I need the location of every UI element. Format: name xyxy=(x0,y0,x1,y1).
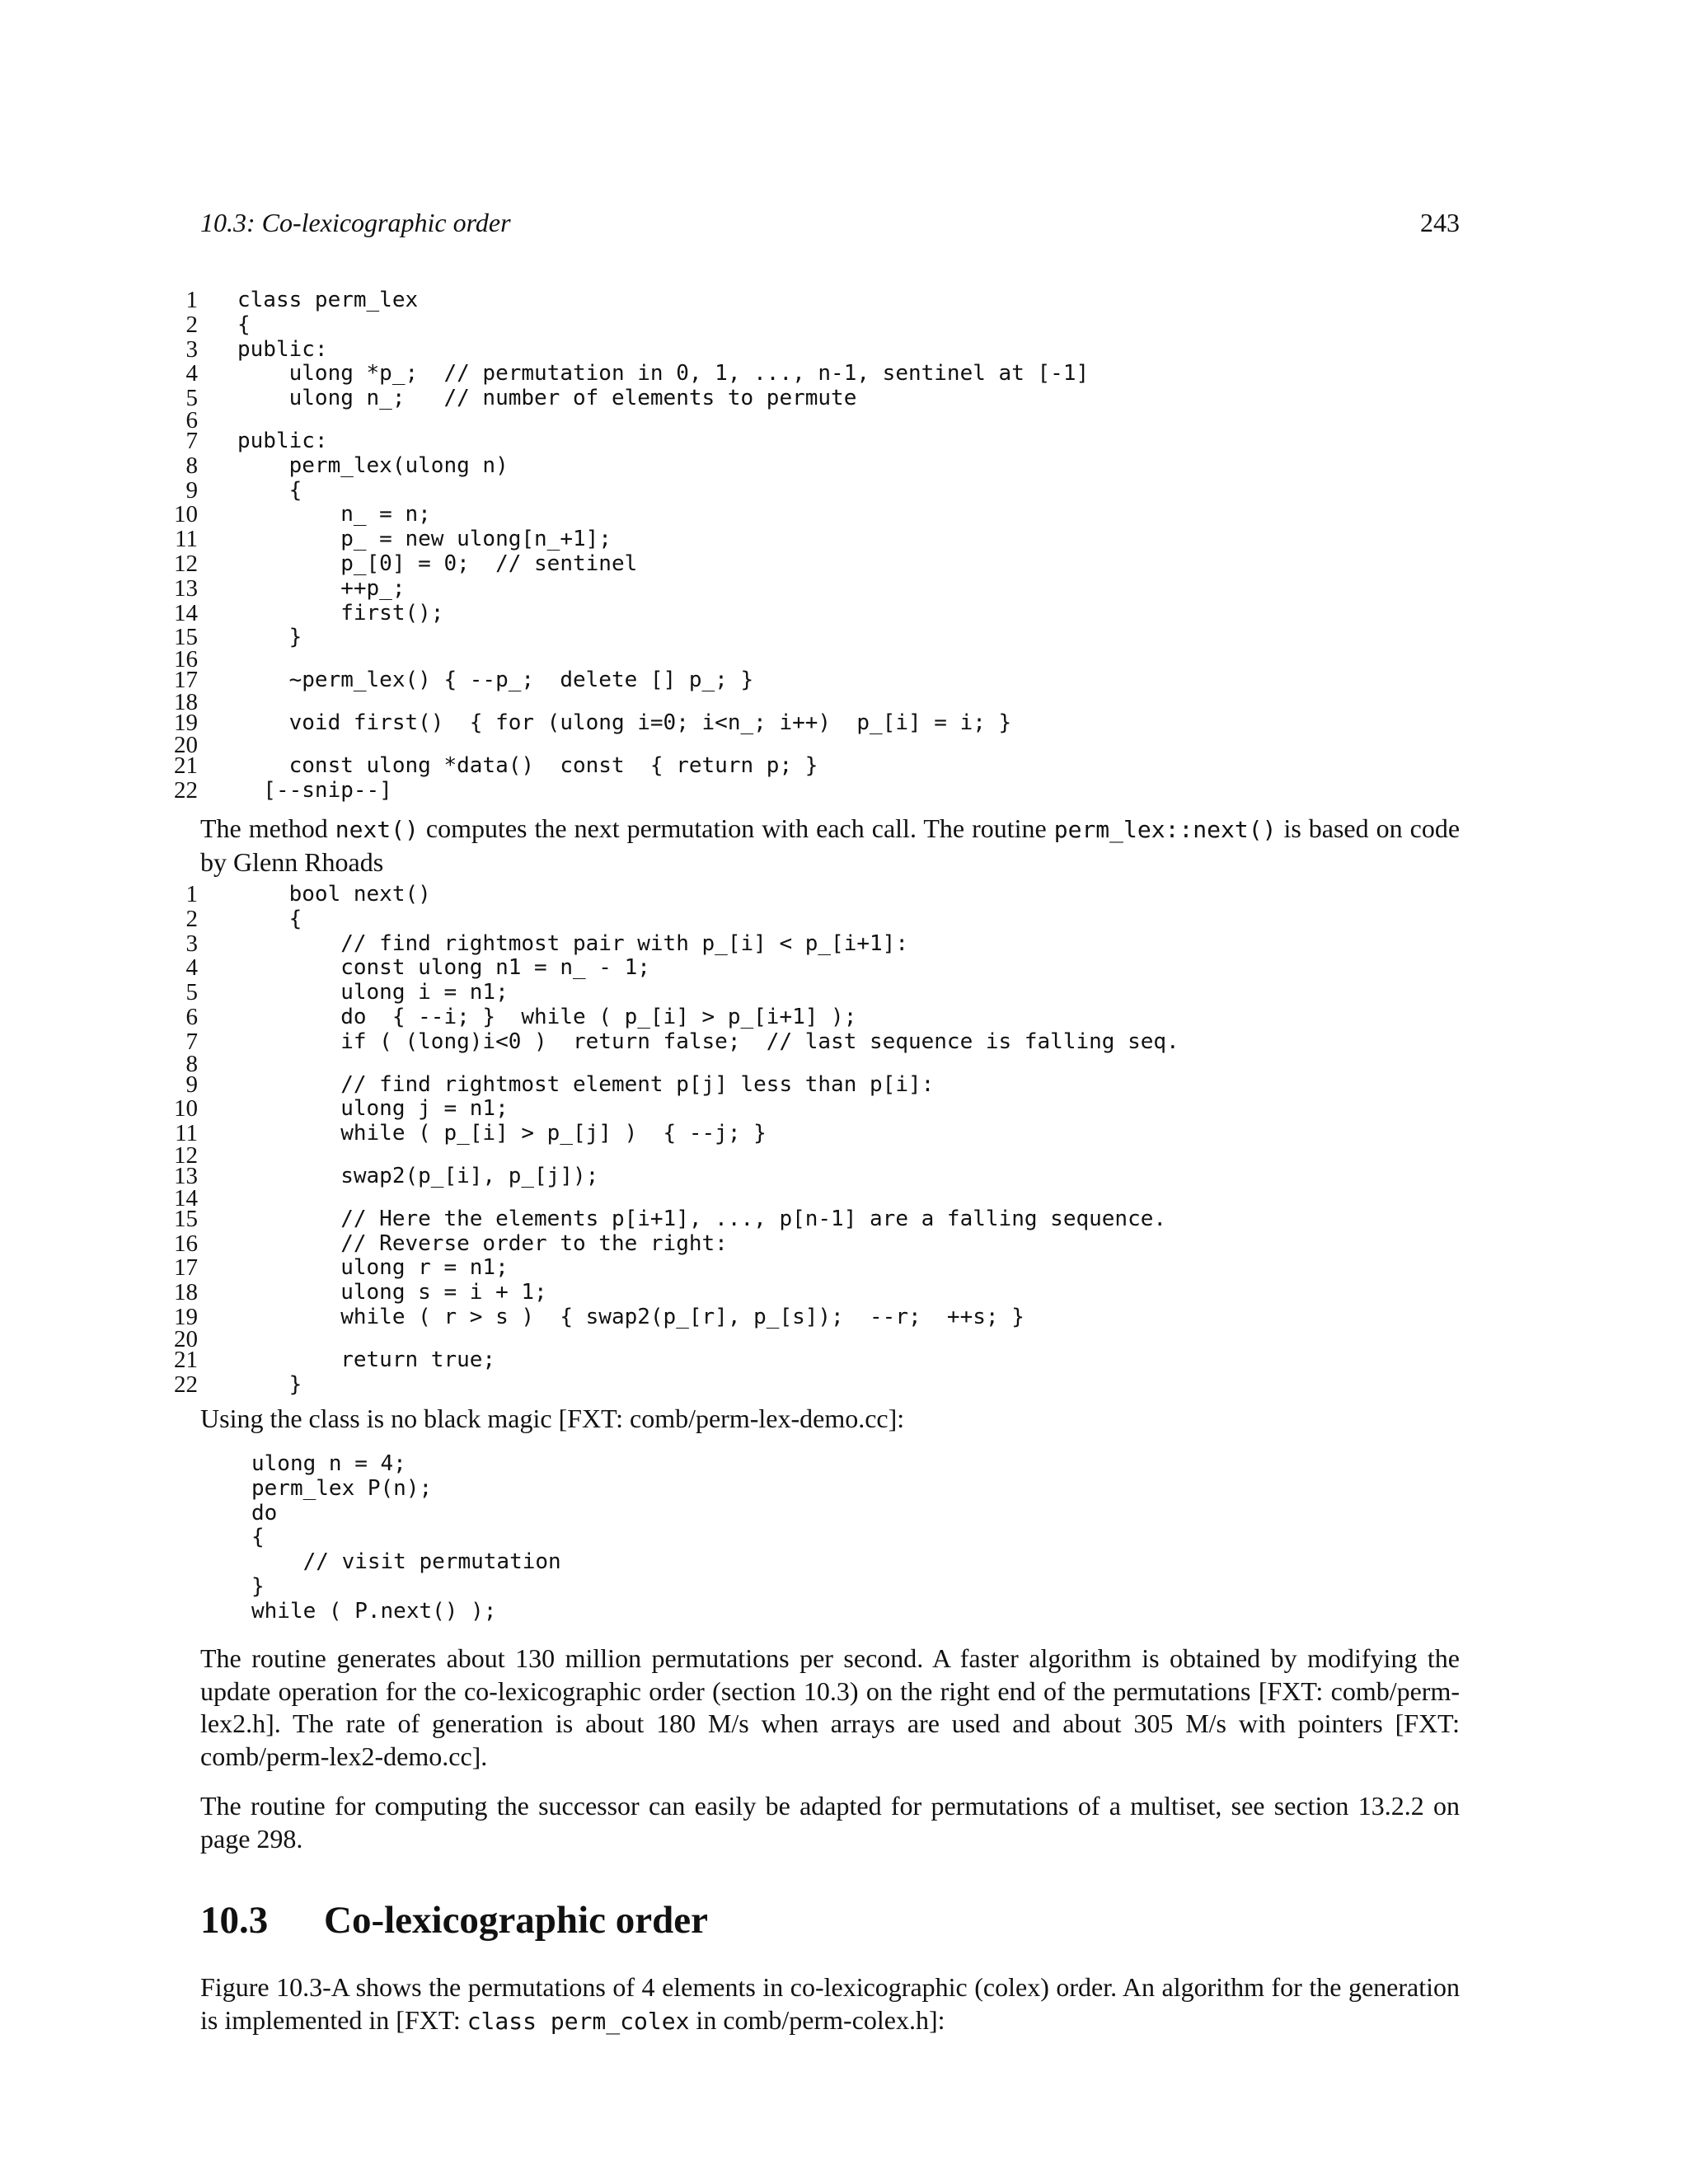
line-number: 19 xyxy=(174,1303,198,1330)
code-text: while ( p_[i] > p_[j] ) { --j; } xyxy=(237,1121,767,1146)
section-number: 10.3 xyxy=(200,1899,269,1942)
code-text: do { --i; } while ( p_[i] > p_[i+1] ); xyxy=(237,1004,857,1029)
code-text: n_ = n; xyxy=(237,502,431,527)
line-number: 17 xyxy=(174,667,198,694)
text-run: The method xyxy=(200,813,335,843)
paragraph-multiset-note: The routine for computing the successor can easily be adapted for permutations of a multiset, see section 13.2.2 on page 298. xyxy=(200,1791,1460,1854)
line-number: 6 xyxy=(185,1003,198,1030)
text-run: is based on code by Glenn Rhoads xyxy=(200,813,1461,877)
paragraph-usage-intro: Using the class is no black magic [FXT: comb/perm-lex-demo.cc]: xyxy=(200,1404,905,1433)
code-text: public: xyxy=(237,428,328,453)
text-run: in comb/perm-colex.h]: xyxy=(689,2004,945,2035)
line-number: 10 xyxy=(174,501,198,528)
code-text: void first() { for (ulong i=0; i<n_; i++) p_[i] = i; } xyxy=(237,710,1012,735)
line-number: 12 xyxy=(174,550,198,577)
code-text: class perm_lex xyxy=(237,288,419,312)
line-number: 22 xyxy=(174,1371,198,1398)
code-text: perm_lex(ulong n) xyxy=(237,452,509,478)
code-line: do xyxy=(251,1500,278,1526)
line-number: 5 xyxy=(185,385,198,412)
page-number: 243 xyxy=(1420,208,1460,237)
code-text: // find rightmost element p[j] less than p[i]: xyxy=(237,1071,935,1097)
line-number: 14 xyxy=(174,599,198,626)
code-line: perm_lex P(n); xyxy=(251,1475,433,1501)
code-line: { xyxy=(251,1525,265,1550)
code-text: const ulong *data() const { return p; } xyxy=(237,752,818,778)
code-text: ulong n_; // number of elements to permute xyxy=(237,386,857,411)
code-line: ulong n = 4; xyxy=(251,1451,406,1476)
line-number: 14 xyxy=(174,1184,198,1212)
code-text: bool next() xyxy=(237,882,431,907)
line-number: 16 xyxy=(174,1230,198,1257)
paragraph-next-method xyxy=(200,813,1460,879)
line-number: 9 xyxy=(185,476,198,504)
line-number: 18 xyxy=(174,1279,198,1306)
line-number: 8 xyxy=(185,1050,198,1077)
line-number: 5 xyxy=(185,979,198,1006)
code-text: ulong j = n1; xyxy=(237,1096,509,1122)
code-text: ulong i = n1; xyxy=(237,980,509,1005)
line-number: 15 xyxy=(174,624,198,651)
line-number: 1 xyxy=(185,287,198,313)
line-number: 19 xyxy=(174,709,198,736)
code-text: swap2(p_[i], p_[j]); xyxy=(237,1163,599,1188)
code-text: ulong *p_; // permutation in 0, 1, ..., n-1, sentinel at [-1] xyxy=(237,361,1090,387)
code-text: } xyxy=(237,625,302,650)
section-heading xyxy=(200,1896,708,1945)
line-number: 3 xyxy=(185,930,198,957)
line-number: 16 xyxy=(174,646,198,673)
line-number: 22 xyxy=(174,776,198,804)
inline-code: perm_lex::next() xyxy=(1053,816,1277,843)
code-text: first(); xyxy=(237,600,444,626)
line-number: 20 xyxy=(174,731,198,758)
line-number: 12 xyxy=(174,1141,198,1169)
line-number: 7 xyxy=(185,1028,198,1055)
line-number: 6 xyxy=(185,406,198,434)
line-number: 21 xyxy=(174,752,198,779)
line-number: 2 xyxy=(185,311,198,338)
code-text: [--snip--] xyxy=(237,777,392,803)
inline-code: class perm_colex xyxy=(467,2007,690,2035)
line-number: 13 xyxy=(174,574,198,602)
line-number: 10 xyxy=(174,1095,198,1122)
code-listing-usage-demo xyxy=(251,1452,561,1624)
code-text: ulong s = i + 1; xyxy=(237,1280,547,1305)
code-text: p_ = new ulong[n_+1]; xyxy=(237,527,612,552)
line-number: 2 xyxy=(185,905,198,932)
line-number: 4 xyxy=(185,360,198,387)
paragraph-generation-rate: The routine generates about 130 million permutations per second. A faster algorithm is obtained by modifying the update operation for the co-lexicographic order (section 10.3) on the right end of the permutations [FXT: comb/perm-lex2.h]. The rate of generation is about 180 M/s when arrays are used and about 305 M/s with pointers [FXT: comb/perm-lex2-demo.cc]. xyxy=(200,1643,1460,1771)
code-line: } xyxy=(251,1573,265,1599)
line-number: 13 xyxy=(174,1162,198,1189)
code-text: // find rightmost pair with p_[i] < p_[i+1]: xyxy=(237,930,908,956)
line-number: 20 xyxy=(174,1325,198,1352)
line-number: 8 xyxy=(185,452,198,479)
code-text: { xyxy=(237,312,251,337)
line-number: 3 xyxy=(185,335,198,363)
code-text: } xyxy=(237,1371,302,1397)
paragraph-colex-intro xyxy=(200,1971,1460,2037)
running-title: 10.3: Co-lexicographic order xyxy=(200,208,511,237)
code-text: // Here the elements p[i+1], ..., p[n-1] are a falling sequence. xyxy=(237,1206,1167,1231)
code-line: while ( P.next() ); xyxy=(251,1598,497,1624)
code-text: while ( r > s ) { swap2(p_[r], p_[s]); --r; ++s; } xyxy=(237,1304,1025,1329)
section-title: Co-lexicographic order xyxy=(324,1899,708,1942)
code-text: ulong r = n1; xyxy=(237,1255,509,1281)
line-number: 9 xyxy=(185,1071,198,1098)
line-number: 18 xyxy=(174,688,198,715)
text-run: computes the next permutation with each call. The routine xyxy=(418,813,1054,843)
code-text: // Reverse order to the right: xyxy=(237,1230,728,1256)
code-text: return true; xyxy=(237,1347,496,1372)
inline-code: next() xyxy=(335,816,419,843)
code-line: // visit permutation xyxy=(251,1549,561,1575)
code-text: ~perm_lex() { --p_; delete [] p_; } xyxy=(237,668,754,693)
running-head xyxy=(200,204,1460,241)
line-number: 4 xyxy=(185,954,198,982)
line-number: 11 xyxy=(175,526,198,553)
code-text: if ( (long)i<0 ) return false; // last sequence is falling seq. xyxy=(237,1029,1179,1054)
code-text: p_[0] = 0; // sentinel xyxy=(237,551,638,576)
line-number: 21 xyxy=(174,1346,198,1373)
code-text: { xyxy=(237,477,302,503)
code-text: public: xyxy=(237,336,328,362)
text-run: Figure 10.3-A shows the permutations of 4 elements in co-lexicographic (colex) order. An algorithm for the generation is implemented in [FXT: xyxy=(200,1972,1460,2035)
line-number: 11 xyxy=(175,1120,198,1147)
line-number: 1 xyxy=(185,881,198,907)
line-number: 15 xyxy=(174,1205,198,1232)
line-number: 17 xyxy=(174,1254,198,1282)
code-text: { xyxy=(237,906,302,931)
code-text: const ulong n1 = n_ - 1; xyxy=(237,955,650,981)
code-text: ++p_; xyxy=(237,575,406,601)
line-number: 7 xyxy=(185,427,198,454)
